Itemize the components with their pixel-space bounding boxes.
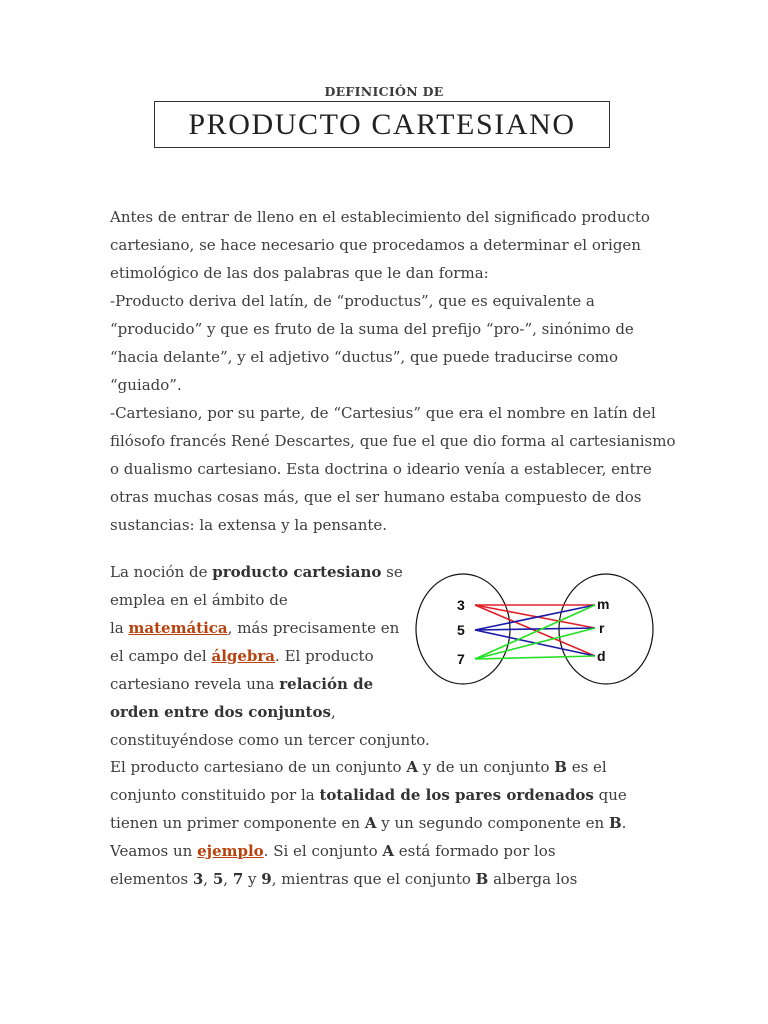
text: que xyxy=(593,786,627,804)
text: el campo del xyxy=(110,647,212,665)
text: y un segundo componente en xyxy=(376,814,609,832)
set-b-element: d xyxy=(597,648,606,664)
intro-line: etimológico de las dos palabras que le dan forma: xyxy=(110,264,489,282)
definition-line xyxy=(110,809,670,837)
bold-term: 5 xyxy=(212,870,224,888)
text: está formado por los xyxy=(394,842,556,860)
definition-line xyxy=(110,865,670,893)
definition-line xyxy=(110,837,670,865)
set-b-element: r xyxy=(599,620,605,636)
intro-line: Antes de entrar de lleno en el establecimiento del significado producto xyxy=(110,208,650,226)
bold-term: B xyxy=(554,758,567,776)
intro-line: otras muchas cosas más, que el ser humano estaba compuesto de dos xyxy=(110,488,642,506)
bold-term: A xyxy=(382,842,395,860)
text: es el xyxy=(566,758,607,776)
text: , más precisamente en xyxy=(227,619,400,637)
set-b-element: m xyxy=(597,596,610,612)
sets-diagram xyxy=(410,572,660,692)
page-title: PRODUCTO CARTESIANO xyxy=(154,101,610,148)
notion-line: constituyéndose como un tercer conjunto. xyxy=(110,731,430,749)
text: . El producto xyxy=(275,647,374,665)
intro-line: “hacia delante”, y el adjetivo “ductus”, que puede traducirse como xyxy=(110,348,619,366)
bold-term: relación de xyxy=(279,675,374,693)
text: La noción de xyxy=(110,563,213,581)
intro-line: “guiado”. xyxy=(110,376,182,394)
bold-term: 7 xyxy=(232,870,244,888)
intro-line: cartesiano, se hace necesario que procedamos a determinar el origen xyxy=(110,236,641,254)
definition-line xyxy=(110,753,670,781)
bold-term: totalidad de los pares ordenados xyxy=(319,786,594,804)
text: Veamos un xyxy=(110,842,198,860)
link-matematica[interactable]: matemática xyxy=(128,619,228,637)
pair-line xyxy=(475,656,595,659)
text: y xyxy=(243,870,262,888)
text: elementos xyxy=(110,870,193,888)
text: , xyxy=(203,870,213,888)
definition-paragraph xyxy=(110,753,670,893)
intro-line: o dualismo cartesiano. Esta doctrina o ideario venía a establecer, entre xyxy=(110,460,652,478)
text: se xyxy=(381,563,403,581)
pair-line xyxy=(475,628,595,630)
link-algebra[interactable]: álgebra xyxy=(211,647,276,665)
text: tienen un primer componente en xyxy=(110,814,365,832)
text: . xyxy=(621,814,627,832)
text: alberga los xyxy=(488,870,578,888)
intro-paragraph xyxy=(110,203,676,539)
bold-term: producto cartesiano xyxy=(212,563,382,581)
bold-term: 3 xyxy=(192,870,204,888)
set-a-element: 3 xyxy=(457,597,465,613)
text: y de un conjunto xyxy=(418,758,555,776)
bold-term: B xyxy=(608,814,622,832)
text: , xyxy=(330,703,336,721)
text: , xyxy=(223,870,233,888)
text: . Si el conjunto xyxy=(263,842,383,860)
definition-line xyxy=(110,781,670,809)
intro-line: sustancias: la extensa y la pensante. xyxy=(110,516,388,534)
intro-line: “producido” y que es fruto de la suma del prefijo “pro-”, sinónimo de xyxy=(110,320,634,338)
bold-term: B xyxy=(475,870,489,888)
notion-line xyxy=(110,698,670,726)
notion-line: emplea en el ámbito de xyxy=(110,591,288,609)
intro-line: -Cartesiano, por su parte, de “Cartesius” que era el nombre en latín del xyxy=(110,404,656,422)
text: cartesiano revela una xyxy=(110,675,280,693)
set-a-element: 7 xyxy=(457,651,465,667)
text: conjunto constituido por la xyxy=(110,786,320,804)
text: , mientras que el conjunto xyxy=(271,870,476,888)
text: El producto cartesiano de un conjunto xyxy=(110,758,407,776)
set-a-element: 5 xyxy=(457,622,465,638)
bold-term: 9 xyxy=(261,870,272,888)
link-ejemplo[interactable]: ejemplo xyxy=(197,842,264,860)
text: la xyxy=(110,619,129,637)
bold-term: A xyxy=(406,758,418,776)
subtitle: DEFINICIÓN DE xyxy=(324,84,444,99)
intro-line: -Producto deriva del latín, de “productus”, que es equivalente a xyxy=(110,292,595,310)
bold-term: orden entre dos conjuntos xyxy=(110,703,331,721)
intro-line: filósofo francés René Descartes, que fue el que dio forma al cartesianismo xyxy=(110,432,676,450)
bold-term: A xyxy=(364,814,377,832)
